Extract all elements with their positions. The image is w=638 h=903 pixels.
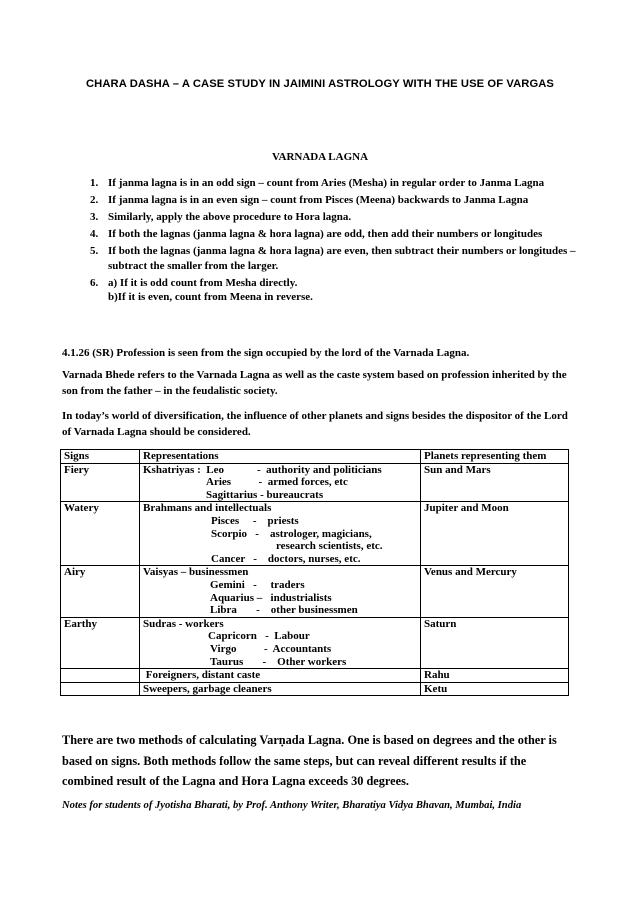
representation-line: research scientists, etc. [276, 540, 383, 553]
list-item [76, 176, 576, 191]
document-title: CHARA DASHA – A CASE STUDY IN JAIMINI ASTROLOGY WITH THE USE OF VARGAS [86, 78, 554, 90]
list-item [76, 210, 576, 225]
representation-line: Aquarius – industrialists [210, 591, 332, 604]
list-number: 2. [90, 193, 99, 206]
representation-line: Pisces - priests [211, 514, 299, 527]
planet-cell: Sun and Mars [421, 463, 569, 502]
representation-lead: Sudras - workers [143, 617, 224, 630]
representation-lead: Vaisyas – businessmen [143, 566, 249, 579]
representation-line: Scorpio - astrologer, magicians, [211, 527, 372, 540]
representation-line: Gemini - traders [210, 578, 305, 591]
list-number: 1. [90, 177, 99, 189]
table-row [61, 669, 569, 683]
planet-cell: Saturn [421, 617, 569, 668]
sign-cell [61, 669, 140, 683]
representation-line: Cancer - doctors, nurses, etc. [211, 552, 361, 565]
table-header: Planets representing them [421, 450, 569, 464]
list-text: If both the lagnas (janma lagna & hora lagna) are odd, then add their numbers or longitudes [108, 227, 543, 240]
planet-cell: Venus and Mercury [421, 566, 569, 617]
representation-line: Sagittarius - bureaucrats [206, 488, 324, 501]
list-text: If janma lagna is in an even sign – count from Pisces (Meena) backwards to Janma Lagna [108, 193, 529, 206]
sign-cell [61, 682, 140, 696]
representation-lead: Sweepers, garbage cleaners [143, 682, 272, 695]
planet-cell: Rahu [421, 669, 569, 683]
sign-cell: Fiery [61, 463, 140, 502]
list-number: 6. [90, 276, 99, 289]
representation-cell [140, 463, 421, 502]
list-item [76, 244, 576, 273]
representation-cell [140, 669, 421, 683]
table-row [61, 566, 569, 617]
list-item [76, 227, 576, 242]
table-row [61, 682, 569, 696]
table-row [61, 502, 569, 566]
representation-line: Capricorn - Labour [208, 630, 310, 643]
sign-cell: Earthy [61, 617, 140, 668]
representation-cell [140, 502, 421, 566]
table-row [61, 463, 569, 502]
paragraph-diversification: In today’s world of diversification, the influence of other planets and signs besides the dispositor of the Lord of Varnada Lagna should be considered. [62, 410, 568, 438]
table-header: Representations [140, 450, 421, 464]
representation-line: Virgo - Accountants [210, 642, 332, 655]
representation-cell [140, 617, 421, 668]
representation-lead: Brahmans and intellectuals [143, 502, 272, 515]
representation-line: Aries - armed forces, etc [206, 476, 348, 489]
list-text: If janma lagna is in an odd sign – count from Aries (Mesha) in regular order to Janma Lagna [108, 177, 545, 189]
section-heading: VARNADA LAGNA [271, 151, 369, 163]
table-header-row [61, 450, 569, 464]
list-text: If both the lagnas (janma lagna & hora lagna) are even, then subtract their numbers or longitudes – subtract the smaller from the larger. [108, 244, 576, 272]
representation-cell [140, 566, 421, 617]
list-text: b)If it is even, count from Meena in reverse. [108, 291, 313, 304]
list-item [76, 276, 576, 305]
list-number: 5. [90, 244, 99, 257]
varna-table [60, 449, 569, 696]
rules-list [76, 176, 576, 307]
representation-lead: Foreigners, distant caste [143, 669, 261, 682]
representation-line: Taurus - Other workers [210, 655, 347, 668]
table-row [61, 617, 569, 668]
list-item [76, 193, 576, 208]
paragraph-profession: 4.1.26 (SR) Profession is seen from the sign occupied by the lord of the Varnada Lagna. [62, 347, 470, 359]
representation-cell [140, 682, 421, 696]
sign-cell: Watery [61, 502, 140, 566]
planet-cell: Ketu [421, 682, 569, 696]
list-text: Similarly, apply the above procedure to Hora lagna. [108, 210, 352, 223]
list-text: a) If it is odd count from Mesha directly. [108, 276, 298, 289]
representation-line: Libra - other businessmen [210, 604, 358, 617]
planet-cell: Jupiter and Moon [421, 502, 569, 566]
page-footer: Notes for students of Jyotisha Bharati, by Prof. Anthony Writer, Bharatiya Vidya Bhavan, Mumbai, India [62, 800, 522, 811]
sign-cell: Airy [61, 566, 140, 617]
methods-paragraph: There are two methods of calculating Varṇada Lagna. One is based on degrees and the other is based on signs. Both methods follow the same steps, but can reveal different results if the combined result of the Lagna and Hora Lagna exceeds 30 degrees. [62, 733, 557, 788]
representation-lead: Kshatriyas : Leo - authority and politicians [143, 463, 382, 476]
list-number: 4. [90, 227, 99, 240]
paragraph-varnada-bhede: Varnada Bhede refers to the Varnada Lagna as well as the caste system based on profession inherited by the son from the father – in the feudalistic society. [62, 369, 567, 397]
table-header: Signs [61, 450, 140, 464]
list-number: 3. [90, 210, 99, 223]
